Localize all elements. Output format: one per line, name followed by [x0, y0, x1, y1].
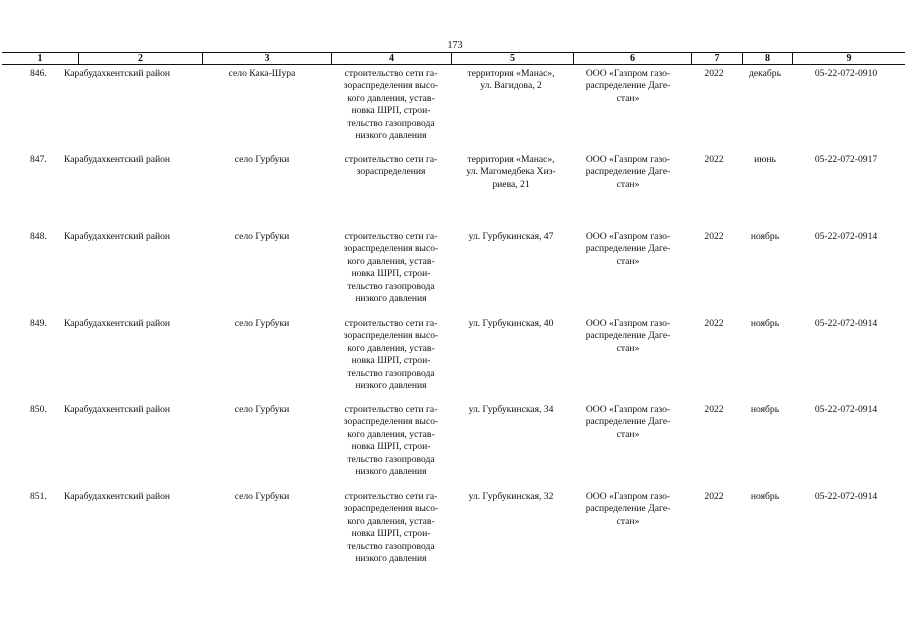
organization-line: распределение Даге-	[585, 80, 671, 92]
code-cell: 05-22-072-0914	[814, 318, 878, 329]
work-description-cell	[330, 404, 452, 478]
work-description-cell	[330, 154, 452, 179]
organization-line: ООО «Газпром газо-	[585, 404, 671, 415]
work-description-line: строительство сети га-	[344, 318, 438, 329]
address-line: ул. Гурбукинская, 40	[468, 318, 554, 329]
district-cell: Карабудахкентский район	[64, 154, 171, 165]
year-cell: 2022	[704, 404, 724, 415]
work-description-cell	[330, 231, 452, 305]
organization-line: стан»	[616, 92, 640, 104]
work-description-line: новка ШРП, строи-	[351, 268, 431, 280]
header-col-7: 7	[691, 53, 742, 64]
month-cell: ноябрь	[750, 491, 780, 502]
code-cell: 05-22-072-0914	[814, 231, 878, 242]
work-description-line: тельство газопровода	[347, 280, 435, 292]
work-description-line: низкого давления	[355, 466, 427, 478]
work-description-line: низкого давления	[355, 380, 427, 392]
work-description-cell	[330, 318, 452, 392]
work-description-line: кого давления, устав-	[347, 428, 435, 440]
month-cell: ноябрь	[750, 404, 780, 415]
organization-cell	[572, 231, 684, 268]
work-description-line: новка ШРП, строи-	[351, 528, 431, 540]
organization-line: распределение Даге-	[585, 243, 671, 255]
row-number: 850.	[30, 404, 47, 415]
organization-line: распределение Даге-	[585, 503, 671, 515]
work-description-line: зораспределения	[356, 166, 426, 178]
work-description-line: низкого давления	[355, 130, 427, 142]
table-header	[2, 52, 905, 65]
row-number: 851.	[30, 491, 47, 502]
page-number: 173	[447, 40, 463, 51]
organization-line: ООО «Газпром газо-	[585, 154, 671, 165]
address-cell	[452, 404, 570, 416]
organization-line: стан»	[616, 515, 640, 527]
work-description-cell	[330, 68, 452, 142]
header-col-5: 5	[451, 53, 573, 64]
work-description-line: кого давления, устав-	[347, 515, 435, 527]
district-cell: Карабудахкентский район	[64, 318, 171, 329]
row-number: 849.	[30, 318, 47, 329]
address-line: территория «Манас»,	[467, 154, 555, 165]
organization-line: ООО «Газпром газо-	[585, 68, 671, 79]
district-cell: Карабудахкентский район	[64, 68, 171, 79]
code-cell: 05-22-072-0914	[814, 404, 878, 415]
work-description-line: зораспределения высо-	[343, 80, 439, 92]
address-line: территория «Манас»,	[467, 68, 555, 79]
row-number: 848.	[30, 231, 47, 242]
work-description-line: низкого давления	[355, 553, 427, 565]
code-cell: 05-22-072-0914	[814, 491, 878, 502]
work-description-line: тельство газопровода	[347, 367, 435, 379]
work-description-line: низкого давления	[355, 293, 427, 305]
settlement-cell: село Гурбуки	[234, 154, 290, 165]
address-line: ул. Магомедбека Хиз-	[466, 166, 556, 178]
settlement-cell: село Кака-Шура	[228, 68, 296, 79]
header-col-3: 3	[202, 53, 331, 64]
address-line: ул. Гурбукинская, 47	[468, 231, 554, 242]
district-cell: Карабудахкентский район	[64, 404, 171, 415]
year-cell: 2022	[704, 491, 724, 502]
address-line: ул. Вагидова, 2	[480, 80, 542, 92]
code-cell: 05-22-072-0917	[814, 154, 878, 165]
work-description-line: строительство сети га-	[344, 154, 438, 165]
year-cell: 2022	[704, 68, 724, 79]
organization-line: стан»	[616, 178, 640, 190]
address-cell	[452, 68, 570, 93]
settlement-cell: село Гурбуки	[234, 404, 290, 415]
settlement-cell: село Гурбуки	[234, 231, 290, 242]
work-description-line: тельство газопровода	[347, 540, 435, 552]
organization-cell	[572, 404, 684, 441]
work-description-line: новка ШРП, строи-	[351, 355, 431, 367]
organization-line: стан»	[616, 428, 640, 440]
month-cell: ноябрь	[750, 231, 780, 242]
work-description-line: строительство сети га-	[344, 68, 438, 79]
organization-line: стан»	[616, 255, 640, 267]
work-description-line: кого давления, устав-	[347, 255, 435, 267]
address-line: ул. Гурбукинская, 32	[468, 491, 554, 502]
work-description-line: зораспределения высо-	[343, 416, 439, 428]
header-col-8: 8	[742, 53, 792, 64]
work-description-line: строительство сети га-	[344, 404, 438, 415]
work-description-line: тельство газопровода	[347, 117, 435, 129]
work-description-line: зораспределения высо-	[343, 330, 439, 342]
header-col-2: 2	[78, 53, 202, 64]
header-col-6: 6	[573, 53, 691, 64]
row-number: 847.	[30, 154, 47, 165]
header-col-4: 4	[331, 53, 451, 64]
organization-line: ООО «Газпром газо-	[585, 318, 671, 329]
district-cell: Карабудахкентский район	[64, 491, 171, 502]
address-cell	[452, 491, 570, 503]
organization-cell	[572, 154, 684, 191]
year-cell: 2022	[704, 231, 724, 242]
month-cell: декабрь	[749, 68, 781, 79]
year-cell: 2022	[704, 318, 724, 329]
header-col-9: 9	[792, 53, 905, 64]
header-col-1: 1	[37, 53, 43, 64]
organization-cell	[572, 491, 684, 528]
work-description-line: строительство сети га-	[344, 491, 438, 502]
organization-line: ООО «Газпром газо-	[585, 491, 671, 502]
month-cell: ноябрь	[750, 318, 780, 329]
settlement-cell: село Гурбуки	[234, 491, 290, 502]
month-cell: июнь	[754, 154, 776, 165]
organization-line: распределение Даге-	[585, 166, 671, 178]
work-description-line: кого давления, устав-	[347, 92, 435, 104]
work-description-cell	[330, 491, 452, 565]
row-number: 846.	[30, 68, 47, 79]
organization-line: стан»	[616, 342, 640, 354]
year-cell: 2022	[704, 154, 724, 165]
work-description-line: зораспределения высо-	[343, 243, 439, 255]
address-line: ул. Гурбукинская, 34	[468, 404, 554, 415]
organization-line: ООО «Газпром газо-	[585, 231, 671, 242]
organization-cell	[572, 68, 684, 105]
work-description-line: тельство газопровода	[347, 453, 435, 465]
address-cell	[452, 154, 570, 191]
address-cell	[452, 231, 570, 243]
work-description-line: новка ШРП, строи-	[351, 105, 431, 117]
work-description-line: строительство сети га-	[344, 231, 438, 242]
work-description-line: новка ШРП, строи-	[351, 441, 431, 453]
organization-line: распределение Даге-	[585, 416, 671, 428]
organization-cell	[572, 318, 684, 355]
settlement-cell: село Гурбуки	[234, 318, 290, 329]
address-cell	[452, 318, 570, 330]
code-cell: 05-22-072-0910	[814, 68, 878, 79]
address-line: риева, 21	[492, 178, 530, 190]
work-description-line: кого давления, устав-	[347, 342, 435, 354]
work-description-line: зораспределения высо-	[343, 503, 439, 515]
organization-line: распределение Даге-	[585, 330, 671, 342]
district-cell: Карабудахкентский район	[64, 231, 171, 242]
